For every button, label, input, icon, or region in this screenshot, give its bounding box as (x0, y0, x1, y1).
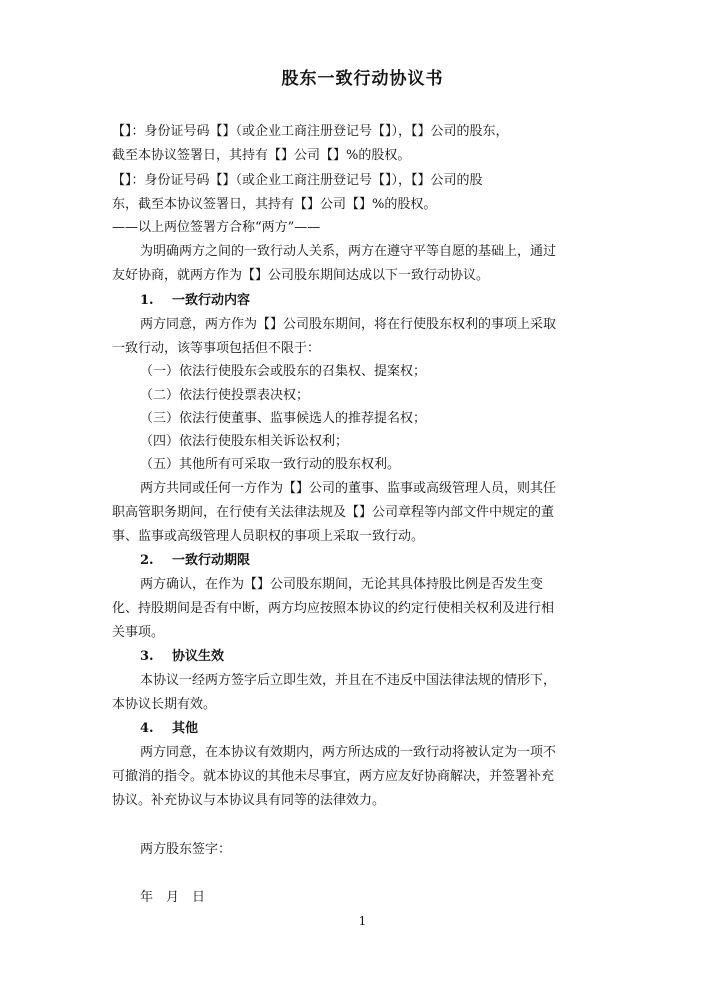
section-1-line-1: 两方同意，两方作为【】公司股东期间，将在行使股东权利的事项上采取 (140, 317, 557, 332)
section-1-item-2: （二）依法行使投票表决权； (140, 388, 310, 403)
section-2-title: 一致行动期限 (172, 553, 251, 568)
section-2-heading (140, 553, 250, 569)
section-2-line-3: 关事项。 (112, 625, 165, 640)
section-1-item-1: （一）依法行使股东会或股东的召集权、提案权； (140, 364, 427, 379)
section-4-line-2: 可撤消的指令。就本协议的其他未尽事宜，两方应友好协商解决，并签署补充 (112, 769, 555, 784)
section-4-number: 4. (140, 721, 154, 736)
section-3-title: 协议生效 (172, 649, 225, 664)
section-1-title: 一致行动内容 (172, 293, 251, 308)
section-2-number: 2. (140, 553, 154, 568)
party-b-line-2: 东，截至本协议签署日，其持有【】公司【】%的股权。 (112, 197, 437, 212)
parties-note: ——以上两位签署方合称“两方”—— (112, 220, 321, 235)
section-4-line-3: 协议。补充协议与本协议具有同等的法律效力。 (112, 793, 386, 808)
section-1-item-4: （四）依法行使股东相关诉讼权利； (140, 434, 349, 449)
section-1-line-2: 一致行动，该等事项包括但不限于： (112, 341, 321, 356)
section-3-line-2: 本协议长期有效。 (112, 697, 217, 712)
section-3-line-1: 本协议一经两方签字后立即生效，并且在不违反中国法律法规的情形下， (140, 673, 557, 688)
section-4-title: 其他 (172, 721, 199, 736)
section-1-line-3: 两方共同或任何一方作为【】公司的董事、监事或高级管理人员，则其任 (140, 481, 557, 496)
section-3-heading (140, 649, 224, 665)
signature-label: 两方股东签字： (140, 842, 232, 857)
preamble-line-2: 友好协商，就两方作为【】公司股东期间达成以下一致行动协议。 (112, 268, 490, 283)
preamble-line-1: 为明确两方之间的一致行动人关系，两方在遵守平等自愿的基础上，通过 (140, 244, 557, 259)
party-b-line-1: 【】：身份证号码【】（或企业工商注册登记号【】），【】公司的股 (112, 173, 483, 188)
section-2-line-2: 化、持股期间是否有中断，两方均应按照本协议的约定行使相关权利及进行相 (112, 601, 555, 616)
party-a-line-1: 【】：身份证号码【】（或企业工商注册登记号【】），【】公司的股东， (112, 124, 509, 139)
section-1-line-4: 职高管职务期间，在行使有关法律法规及【】公司章程等内部文件中规定的董 (112, 505, 555, 520)
section-1-line-5: 事、监事或高级管理人员职权的事项上采取一致行动。 (112, 529, 425, 544)
party-a-line-2: 截至本协议签署日，其持有【】公司【】%的股权。 (112, 148, 411, 163)
section-1-heading (140, 293, 250, 309)
section-2-line-1: 两方确认，在作为【】公司股东期间，无论其具体持股比例是否发生变 (140, 577, 544, 592)
page-number: 1 (358, 914, 367, 928)
document-title: 股东一致行动协议书 (281, 69, 444, 89)
section-1-item-5: （五）其他所有可采取一致行动的股东权利。 (140, 457, 401, 472)
section-1-item-3: （三）依法行使董事、监事候选人的推荐提名权； (140, 411, 427, 426)
date-label: 年 月 日 (140, 890, 206, 905)
section-4-heading (140, 721, 198, 737)
section-1-number: 1. (140, 293, 154, 308)
section-4-line-1: 两方同意，在本协议有效期内，两方所达成的一致行动将被认定为一项不 (140, 745, 557, 760)
section-3-number: 3. (140, 649, 154, 664)
